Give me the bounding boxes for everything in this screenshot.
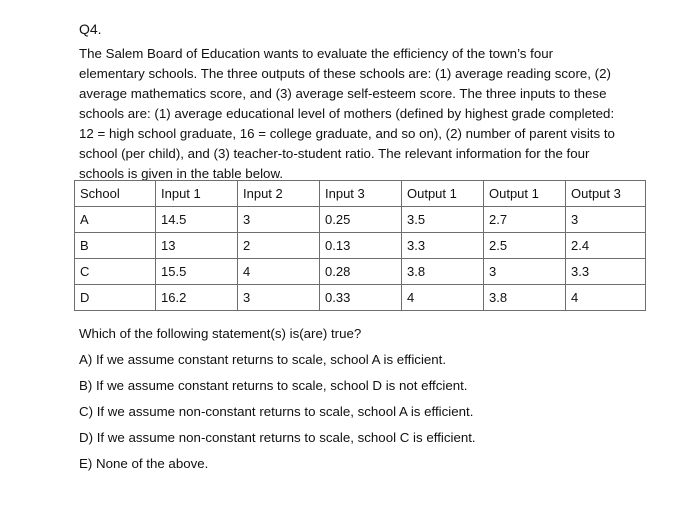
table-cell: 14.5 — [156, 207, 238, 233]
table-row — [75, 233, 646, 259]
question-intro — [79, 44, 639, 184]
table-header-cell: Output 3 — [566, 181, 646, 207]
table-cell: 13 — [156, 233, 238, 259]
question-prompt: Which of the following statement(s) is(are) true? — [79, 326, 362, 341]
table-cell: 3.3 — [566, 259, 646, 285]
table-cell: 2 — [238, 233, 320, 259]
table-cell: 3.8 — [484, 285, 566, 311]
table-cell: 3 — [566, 207, 646, 233]
table-cell: A — [75, 207, 156, 233]
intro-line: school (per child), and (3) teacher-to-student ratio. The relevant information for the four — [79, 146, 590, 161]
question-label: Q4. — [79, 21, 102, 37]
table-header-cell: Input 3 — [320, 181, 402, 207]
table-row — [75, 285, 646, 311]
table-cell: 3.3 — [402, 233, 484, 259]
intro-line: schools are: (1) average educational level of mothers (defined by highest grade completed: — [79, 106, 615, 121]
table-cell: 2.5 — [484, 233, 566, 259]
table-header-row — [75, 181, 646, 207]
answer-options-list — [79, 350, 476, 480]
table-header-cell: Input 2 — [238, 181, 320, 207]
table-cell: 3 — [238, 207, 320, 233]
intro-line: schools is given in the table below. — [79, 166, 284, 181]
table-cell: 4 — [566, 285, 646, 311]
table-cell: 0.28 — [320, 259, 402, 285]
school-data-table — [74, 180, 646, 311]
table-cell: 4 — [402, 285, 484, 311]
intro-line: average mathematics score, and (3) average self-esteem score. The three inputs to these — [79, 86, 607, 101]
table-row — [75, 259, 646, 285]
table-cell: B — [75, 233, 156, 259]
table-row — [75, 207, 646, 233]
table-header-cell: Input 1 — [156, 181, 238, 207]
table-cell: 3 — [484, 259, 566, 285]
answer-option-c: C) If we assume non-constant returns to scale, school A is efficient. — [79, 404, 474, 419]
intro-line: The Salem Board of Education wants to evaluate the efficiency of the town’s four — [79, 46, 554, 61]
table-cell: C — [75, 259, 156, 285]
answer-option-b: B) If we assume constant returns to scale, school D is not effcient. — [79, 378, 468, 393]
table-cell: 16.2 — [156, 285, 238, 311]
table-cell: 2.7 — [484, 207, 566, 233]
table-cell: 2.4 — [566, 233, 646, 259]
table-cell: 3.8 — [402, 259, 484, 285]
table-cell: 0.33 — [320, 285, 402, 311]
answer-option-a: A) If we assume constant returns to scale, school A is efficient. — [79, 352, 447, 367]
table-header-cell: Output 1 — [402, 181, 484, 207]
intro-line: elementary schools. The three outputs of these schools are: (1) average reading score, (2) — [79, 66, 611, 81]
table-header-cell: Output 1 — [484, 181, 566, 207]
table-cell: 0.13 — [320, 233, 402, 259]
answer-option-e: E) None of the above. — [79, 456, 209, 471]
answer-option-d: D) If we assume non-constant returns to scale, school C is efficient. — [79, 430, 476, 445]
table-cell: D — [75, 285, 156, 311]
table-cell: 4 — [238, 259, 320, 285]
table-header-cell: School — [75, 181, 156, 207]
table-cell: 3 — [238, 285, 320, 311]
table-cell: 3.5 — [402, 207, 484, 233]
table-cell: 0.25 — [320, 207, 402, 233]
table-cell: 15.5 — [156, 259, 238, 285]
intro-line: 12 = high school graduate, 16 = college graduate, and so on), (2) number of parent visits to — [79, 126, 615, 141]
